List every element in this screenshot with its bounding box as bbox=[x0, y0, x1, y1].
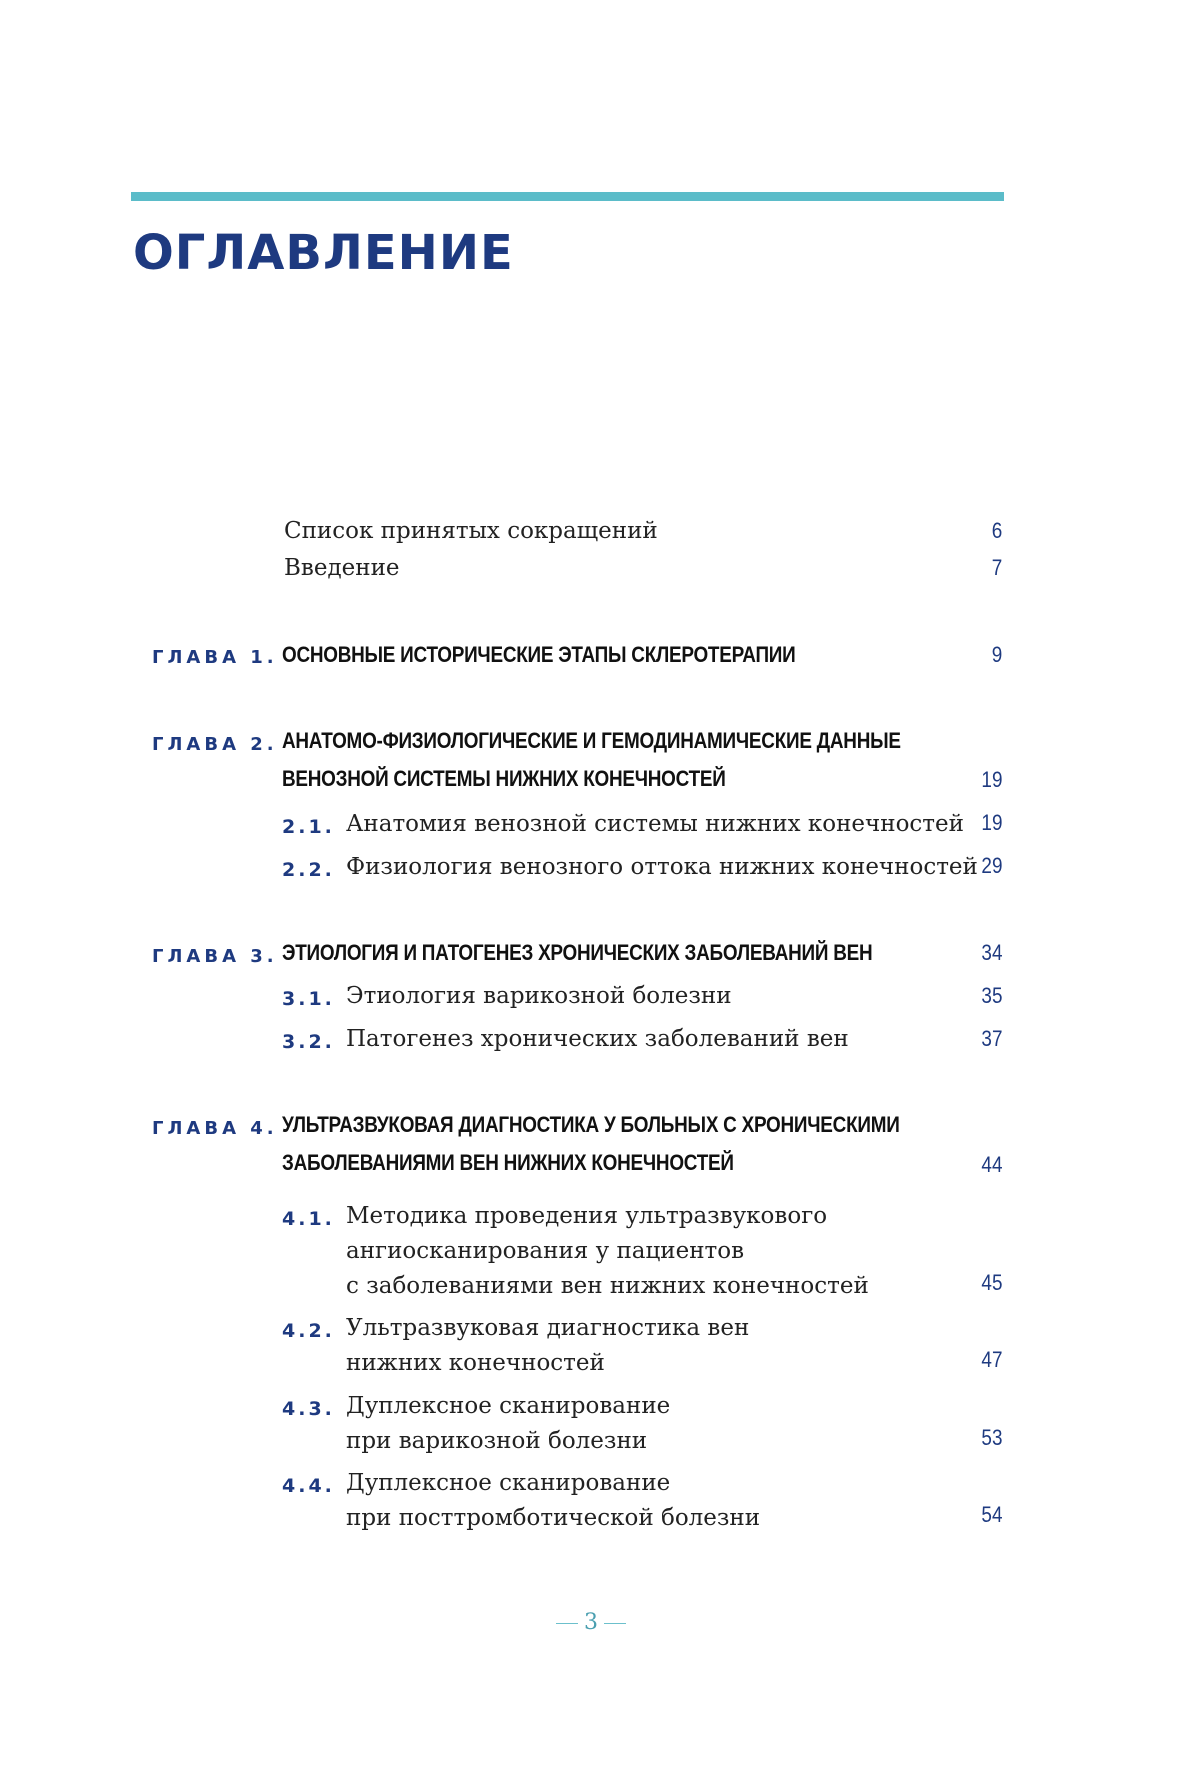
chapter-title[interactable]: ОСНОВНЫЕ ИСТОРИЧЕСКИЕ ЭТАПЫ СКЛЕРОТЕРАПИИ bbox=[282, 642, 796, 667]
section-number: 4.2. bbox=[282, 1320, 335, 1342]
folio-dash-right bbox=[604, 1623, 626, 1624]
section-number: 4.3. bbox=[282, 1398, 335, 1420]
toc-page: 35 bbox=[980, 983, 1002, 1008]
section-title[interactable]: Анатомия венозной системы нижних конечностей bbox=[346, 811, 964, 837]
chapter-title[interactable]: АНАТОМО-ФИЗИОЛОГИЧЕСКИЕ И ГЕМОДИНАМИЧЕСКИЕ ДАННЫЕ bbox=[282, 728, 901, 753]
toc-page: 44 bbox=[980, 1152, 1002, 1177]
toc-page: 19 bbox=[980, 767, 1002, 792]
section-title[interactable]: Методика проведения ультразвукового ангиосканирования у пациентов с заболеваниями вен нижних конечностей bbox=[346, 1203, 869, 1299]
chapter-label: ГЛАВА 4. bbox=[152, 1118, 278, 1139]
toc-page: 6 bbox=[991, 518, 1002, 543]
toc-entry-introduction[interactable]: Введение bbox=[284, 555, 400, 581]
toc-page: 45 bbox=[980, 1270, 1002, 1295]
toc-page: 54 bbox=[980, 1502, 1002, 1527]
toc-page: 34 bbox=[980, 940, 1002, 965]
section-title[interactable]: Физиология венозного оттока нижних конечностей bbox=[346, 854, 978, 880]
page-number bbox=[0, 1610, 1182, 1635]
chapter-title[interactable]: УЛЬТРАЗВУКОВАЯ ДИАГНОСТИКА У БОЛЬНЫХ С ХРОНИЧЕСКИМИ bbox=[282, 1112, 900, 1137]
section-number: 2.1. bbox=[282, 816, 335, 838]
toc-page: 19 bbox=[980, 810, 1002, 835]
toc-page: 7 bbox=[991, 555, 1002, 580]
section-title[interactable]: Этиология варикозной болезни bbox=[346, 983, 732, 1009]
page-number-value: 3 bbox=[584, 1610, 598, 1635]
section-number: 4.4. bbox=[282, 1475, 335, 1497]
section-title[interactable]: Дуплексное сканирование при посттромботической болезни bbox=[346, 1470, 761, 1531]
folio-dash-left bbox=[556, 1623, 578, 1624]
toc-page: 47 bbox=[980, 1347, 1002, 1372]
chapter-title-cont[interactable]: ЗАБОЛЕВАНИЯМИ ВЕН НИЖНИХ КОНЕЧНОСТЕЙ bbox=[282, 1150, 734, 1175]
toc-page: 9 bbox=[991, 642, 1002, 667]
page-title: ОГЛАВЛЕНИЕ bbox=[133, 225, 514, 281]
top-rule bbox=[131, 192, 1004, 201]
section-title[interactable]: Ультразвуковая диагностика вен нижних конечностей bbox=[346, 1315, 750, 1376]
chapter-title-cont[interactable]: ВЕНОЗНОЙ СИСТЕМЫ НИЖНИХ КОНЕЧНОСТЕЙ bbox=[282, 766, 726, 791]
chapter-title[interactable]: ЭТИОЛОГИЯ И ПАТОГЕНЕЗ ХРОНИЧЕСКИХ ЗАБОЛЕВАНИЙ ВЕН bbox=[282, 940, 873, 965]
chapter-label: ГЛАВА 3. bbox=[152, 946, 278, 967]
section-number: 4.1. bbox=[282, 1208, 335, 1230]
section-title[interactable]: Патогенез хронических заболеваний вен bbox=[346, 1026, 849, 1052]
section-number: 2.2. bbox=[282, 859, 335, 881]
chapter-label: ГЛАВА 2. bbox=[152, 734, 278, 755]
toc-entry-abbreviations[interactable]: Список принятых сокращений bbox=[284, 518, 658, 544]
toc-page: 53 bbox=[980, 1425, 1002, 1450]
chapter-label: ГЛАВА 1. bbox=[152, 647, 278, 668]
section-number: 3.1. bbox=[282, 988, 335, 1010]
toc-page: 29 bbox=[980, 853, 1002, 878]
section-number: 3.2. bbox=[282, 1031, 335, 1053]
section-title[interactable]: Дуплексное сканирование при варикозной болезни bbox=[346, 1393, 671, 1454]
toc-page: 37 bbox=[980, 1026, 1002, 1051]
